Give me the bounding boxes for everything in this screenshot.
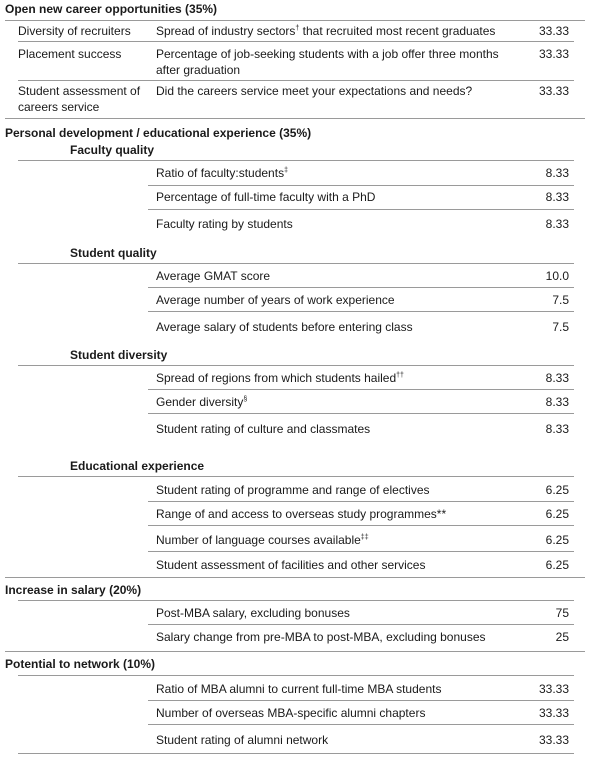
divider	[18, 600, 574, 601]
divider	[5, 651, 585, 652]
divider	[5, 577, 585, 578]
weight-value: 8.33	[545, 395, 569, 409]
divider	[5, 20, 585, 21]
subsection-title-student-quality: Student quality	[70, 246, 157, 260]
divider	[5, 118, 585, 119]
measure-facilities-assessment: Student assessment of facilities and other services	[156, 558, 426, 572]
weight-value: 7.5	[552, 293, 569, 307]
weight-value: 6.25	[545, 507, 569, 521]
weight-value: 33.33	[538, 682, 569, 696]
divider	[148, 209, 574, 210]
weight-value: 33.33	[538, 47, 569, 61]
weight-value: 33.33	[538, 706, 569, 720]
divider	[18, 160, 574, 161]
divider	[148, 624, 574, 625]
divider	[18, 753, 574, 754]
divider	[148, 724, 574, 725]
divider	[148, 700, 574, 701]
weight-value: 8.33	[545, 217, 569, 231]
divider	[18, 675, 574, 676]
divider	[18, 41, 574, 42]
subsection-title-educational-experience: Educational experience	[70, 459, 205, 473]
section-title-salary: Increase in salary (20%)	[5, 583, 142, 597]
section-title-network: Potential to network (10%)	[5, 657, 156, 671]
weight-value: 10.0	[545, 269, 569, 283]
measure-programme-rating: Student rating of programme and range of electives	[156, 483, 430, 497]
divider	[148, 501, 574, 502]
measure-gender-diversity	[156, 394, 516, 410]
measure-job-offer-percentage: Percentage of job-seeking students with a job offer three months after graduation	[156, 47, 499, 77]
measure-text: Spread of regions from which students hailed	[156, 371, 397, 385]
measure-alumni-chapters: Number of overseas MBA-specific alumni chapters	[156, 706, 426, 720]
measure-faculty-phd: Percentage of full-time faculty with a PhD	[156, 190, 376, 204]
measure-overseas-programmes: Range of and access to overseas study programmes**	[156, 507, 447, 521]
section-title-personal-development: Personal development / educational experience (35%)	[5, 126, 312, 140]
weight-value: 33.33	[538, 84, 569, 98]
measure-text-suffix: that recruited most recent graduates	[299, 24, 496, 38]
measure-recruiter-spread	[156, 23, 516, 39]
criterion-placement-success: Placement success	[18, 47, 122, 61]
divider	[18, 263, 574, 264]
weight-value: 8.33	[545, 371, 569, 385]
measure-text: Ratio of faculty:students	[156, 166, 285, 180]
criterion-diversity-of-recruiters: Diversity of recruiters	[18, 24, 131, 38]
subsection-title-student-diversity: Student diversity	[70, 348, 168, 362]
measure-post-mba-salary: Post-MBA salary, excluding bonuses	[156, 606, 350, 620]
weight-value: 33.33	[538, 24, 569, 38]
measure-text: Gender diversity	[156, 395, 244, 409]
weight-value: 6.25	[545, 483, 569, 497]
footnote-marker: §	[243, 396, 248, 403]
measure-work-experience: Average number of years of work experience	[156, 293, 395, 307]
weight-value: 8.33	[545, 166, 569, 180]
footnote-marker: ‡‡	[360, 534, 369, 541]
measure-alumni-ratio: Ratio of MBA alumni to current full-time MBA students	[156, 682, 442, 696]
footnote-marker: ‡	[284, 167, 288, 174]
divider	[148, 311, 574, 312]
measure-text: Spread of industry sectors	[156, 24, 296, 38]
criterion-careers-service: Student assessment of careers service	[18, 84, 141, 114]
measure-gmat: Average GMAT score	[156, 269, 271, 283]
measure-language-courses	[156, 532, 516, 548]
divider	[148, 413, 574, 414]
divider	[148, 551, 574, 552]
footnote-marker: †	[295, 25, 300, 32]
divider	[148, 389, 574, 390]
measure-text: Number of language courses available	[156, 533, 361, 547]
divider	[148, 185, 574, 186]
measure-salary-change: Salary change from pre-MBA to post-MBA, excluding bonuses	[156, 630, 486, 644]
weight-value: 25	[555, 630, 569, 644]
weight-value: 33.33	[538, 733, 569, 747]
weight-value: 7.5	[552, 320, 569, 334]
weight-value: 6.25	[545, 533, 569, 547]
measure-faculty-ratio	[156, 165, 516, 181]
measure-region-spread	[156, 370, 516, 386]
divider	[18, 476, 574, 477]
weight-value: 75	[555, 606, 569, 620]
weight-value: 8.33	[545, 422, 569, 436]
footnote-marker: ††	[396, 372, 404, 379]
measure-careers-service-question: Did the careers service meet your expectations and needs?	[156, 84, 473, 98]
divider	[18, 80, 574, 81]
measure-faculty-rating: Faculty rating by students	[156, 217, 293, 231]
section-title-career: Open new career opportunities (35%)	[5, 2, 218, 16]
weight-value: 6.25	[545, 558, 569, 572]
divider	[18, 365, 574, 366]
divider	[148, 287, 574, 288]
subsection-title-faculty-quality: Faculty quality	[70, 143, 155, 157]
divider	[148, 525, 574, 526]
weight-value: 8.33	[545, 190, 569, 204]
measure-pre-entry-salary: Average salary of students before entering class	[156, 320, 413, 334]
measure-culture-rating: Student rating of culture and classmates	[156, 422, 371, 436]
measure-alumni-network-rating: Student rating of alumni network	[156, 733, 329, 747]
